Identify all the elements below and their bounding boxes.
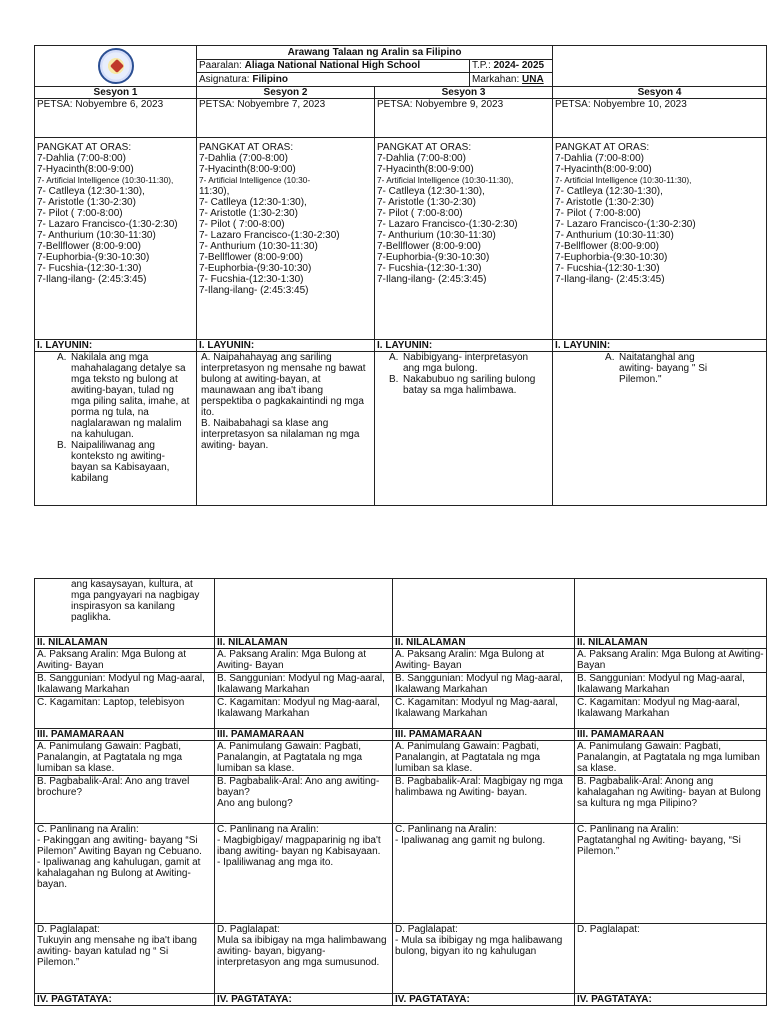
- section-time-entry: 7- Anthurium (10:30-11:30): [199, 241, 318, 252]
- section-time-entry: 7- Catlleya (12:30-1:30),: [555, 186, 663, 197]
- section-time-entry: 7-Ilang-ilang- (2:45:3:45): [199, 285, 309, 296]
- petsa-cell: PETSA: Nobyembre 6, 2023: [35, 99, 197, 138]
- panimulang-cell: A. Panimulang Gawain: Pagbati, Panalangin, at Pagtatala ng mga lumiban sa klase.: [215, 741, 393, 776]
- asignatura-field: Asignatura: Filipino: [197, 73, 470, 87]
- section-time-entry: 7- Lazaro Francisco-(1:30-2:30): [37, 219, 178, 230]
- balik-aral-cell: B. Pagbabalik-Aral: Ano ang travel brochure?: [35, 776, 215, 824]
- section-time-entry: 7-Hyacinth(8:00-9:00): [199, 164, 296, 175]
- section-time-entry: 7- Artificial Intelligence (10:30-11:30),: [37, 175, 174, 185]
- markahan-field: Markahan: UNA: [470, 73, 553, 87]
- pagtataya-heading: IV. PAGTATAYA:: [393, 994, 575, 1006]
- section-time-entry: 7-Hyacinth(8:00-9:00): [377, 164, 474, 175]
- balik-aral-cell: B. Pagbabalik-Aral: Ano ang awiting- bayan? Ano ang bulong?: [215, 776, 393, 824]
- section-time-entry: 7-Euphorbia-(9:30-10:30): [555, 252, 668, 263]
- layunin-cell: [35, 352, 197, 506]
- pamamaraan-heading: III. PAMAMARAAN: [35, 729, 215, 741]
- paaralan-field: Paaralan: Aliaga National National High School: [197, 59, 470, 73]
- panlinang-cell: C. Panlinang na Aralin: Pagtatanghal ng Awiting- bayang, “Si Pilemon.”: [575, 824, 767, 924]
- deped-seal: [35, 46, 197, 87]
- section-time-entry: 7- Lazaro Francisco-(1:30-2:30): [377, 219, 518, 230]
- paksa-cell: A. Paksang Aralin: Mga Bulong at Awiting- Bayan: [215, 649, 393, 673]
- deped-seal-icon: [98, 48, 134, 84]
- tp-value: 2024- 2025: [493, 60, 545, 72]
- layunin-continuation: ang kasaysayan, kultura, at mga pangyayari na nagbigay inspirasyon sa kanilang paglikha.: [35, 579, 215, 637]
- section-time-entry: 7- Aristotle (1:30-2:30): [37, 197, 136, 208]
- section-time-entry: 7- Catlleya (12:30-1:30),: [377, 186, 485, 197]
- balik-aral-cell: B. Pagbabalik-Aral: Anong ang kahalagahan ng Awiting- bayan at Bulong sa kultura ng mga Pilipino?: [575, 776, 767, 824]
- session-heading: Sesyon 2: [197, 87, 375, 99]
- section-time-entry: 7-Dahlia (7:00-8:00): [199, 153, 288, 164]
- paglalapat-cell: D. Paglalapat: Mula sa ibibigay na mga halimbawang awiting- bayan, bigyang- interpretasyon ang mga sumusunod.: [215, 924, 393, 994]
- lesson-table-page-1: [34, 45, 766, 506]
- section-time-entry: 7-Euphorbia-(9:30-10:30): [37, 252, 150, 263]
- petsa-cell: PETSA: Nobyembre 7, 2023: [197, 99, 375, 138]
- section-time-entry: 7- Aristotle (1:30-2:30): [377, 197, 476, 208]
- section-time-entry: 7-Ilang-ilang- (2:45:3:45): [555, 274, 665, 285]
- session-heading: Sesyon 4: [553, 87, 767, 99]
- panlinang-cell: C. Panlinang na Aralin: - Magbigbigay/ magpaparinig ng iba't ibang awiting- bayan ng Kabisayaan. - Ipaliliwanag ang mga ito.: [215, 824, 393, 924]
- section-time-entry: 7-Bellflower (8:00-9:00): [377, 241, 481, 252]
- paglalapat-cell: D. Paglalapat: - Mula sa ibibigay ng mga halibawang bulong, bigyan ito ng kahulugan: [393, 924, 575, 994]
- layunin-cell: [375, 352, 553, 506]
- lesson-table-page-2: [34, 578, 766, 1006]
- tp-field: T.P.: 2024- 2025: [470, 59, 553, 73]
- pamamaraan-heading: III. PAMAMARAAN: [575, 729, 767, 741]
- kagamitan-cell: C. Kagamitan: Modyul ng Mag-aaral, Ikalawang Markahan: [575, 697, 767, 729]
- pagtataya-heading: IV. PAGTATAYA:: [215, 994, 393, 1006]
- section-time-entry: 7-Ilang-ilang- (2:45:3:45): [377, 274, 487, 285]
- asignatura-value: Filipino: [252, 74, 288, 86]
- nilalaman-heading: II. NILALAMAN: [575, 637, 767, 649]
- pagtataya-heading: IV. PAGTATAYA:: [575, 994, 767, 1006]
- paglalapat-cell: D. Paglalapat: Tukuyin ang mensahe ng iba't ibang awiting- bayan katulad ng “ Si Pilemon.”: [35, 924, 215, 994]
- section-time-entry: 7-Bellflower (8:00-9:00): [199, 252, 303, 263]
- section-time-entry: 7-Euphorbia-(9:30-10:30): [377, 252, 490, 263]
- section-time-entry: 7- Anthurium (10:30-11:30): [37, 230, 156, 241]
- nilalaman-heading: II. NILALAMAN: [215, 637, 393, 649]
- section-time-entry: 7- Fucshia-(12:30-1:30): [377, 263, 482, 274]
- session-heading: Sesyon 1: [35, 87, 197, 99]
- session-heading: Sesyon 3: [375, 87, 553, 99]
- section-time-entry: 7- Fucshia-(12:30-1:30): [37, 263, 142, 274]
- panimulang-cell: A. Panimulang Gawain: Pagbati, Panalangin, at Pagtatala ng mga lumiban sa klase.: [35, 741, 215, 776]
- section-time-entry: 7-Hyacinth(8:00-9:00): [37, 164, 134, 175]
- section-time-entry: 7- Pilot ( 7:00-8:00): [555, 208, 641, 219]
- section-time-entry: 7-Hyacinth(8:00-9:00): [555, 164, 652, 175]
- panimulang-cell: A. Panimulang Gawain: Pagbati, Panalangin, at Pagtatala ng mga lumiban sa klase.: [393, 741, 575, 776]
- section-time-entry: 7-Dahlia (7:00-8:00): [37, 153, 126, 164]
- section-time-entry: 7- Catlleya (12:30-1:30),: [199, 197, 307, 208]
- nilalaman-heading: II. NILALAMAN: [35, 637, 215, 649]
- panlinang-cell: C. Panlinang na Aralin: - Pakinggan ang awiting- bayang “Si Pilemon” Awiting Bayan ng Cebuano. - Ipaliwanag ang kahulugan, gamit at kahalagahan ng Bulong at Awiting- bayan.: [35, 824, 215, 924]
- blank-cell: [575, 579, 767, 637]
- section-time-entry: 7-Bellflower (8:00-9:00): [555, 241, 659, 252]
- section-time-entry: 11:30),: [199, 186, 230, 197]
- objective-item: A. Naitatanghal ang awiting- bayang " Si Pilemon.": [605, 352, 708, 385]
- section-time-entry: 7- Fucshia-(12:30-1:30): [555, 263, 660, 274]
- pagtataya-heading: IV. PAGTATAYA:: [35, 994, 215, 1006]
- paksa-cell: A. Paksang Aralin: Mga Bulong at Awiting- Bayan: [35, 649, 215, 673]
- section-time-entry: 7-Euphorbia-(9:30-10:30): [199, 263, 312, 274]
- pangkat-cell: PANGKAT AT ORAS: 7-Dahlia (7:00-8:00) 7-Hyacinth(8:00-9:00) 7- Artificial Intelligence (10:30-11:30), 7- Catlleya (12:30-1:30), 7- Aristotle (1:30-2:30) 7- Pilot ( 7:00-8:00) 7- Lazaro Francisco-(1:30-2:30) 7- Anthurium (10:30-11:30) 7-Bellflower (8:00-9:00) 7-Euphorbia-(9:30-10:30) 7- Fucshia-(12:30-1:30) 7-Ilang-ilang- (2:45:3:45): [35, 138, 197, 340]
- section-time-entry: 7- Pilot ( 7:00-8:00): [377, 208, 463, 219]
- layunin-heading: I. LAYUNIN:: [375, 340, 553, 352]
- sanggunian-cell: B. Sanggunian: Modyul ng Mag-aaral, Ikalawang Markahan: [35, 673, 215, 697]
- petsa-cell: PETSA: Nobyembre 9, 2023: [375, 99, 553, 138]
- section-time-entry: 7- Pilot ( 7:00-8:00): [37, 208, 123, 219]
- section-time-entry: 7- Artificial Intelligence (10:30-11:30),: [377, 175, 514, 185]
- panimulang-cell: A. Panimulang Gawain: Pagbati, Panalangin, at Pagtatala ng mga lumiban sa klase.: [575, 741, 767, 776]
- layunin-cell: [553, 352, 767, 506]
- section-time-entry: 7- Aristotle (1:30-2:30): [199, 208, 298, 219]
- objective-item: A. Nakilala ang mga mahahalagang detalye sa mga teksto ng bulong at awiting-bayan, tulad ng mga piling salita, imahe, at porma ng tula, na naglalarawan ng malalim na kahulugan.: [57, 352, 190, 440]
- section-time-entry: 7-Bellflower (8:00-9:00): [37, 241, 141, 252]
- pangkat-cell: PANGKAT AT ORAS: 7-Dahlia (7:00-8:00) 7-Hyacinth(8:00-9:00) 7- Artificial Intelligence (10:30- 11:30), 7- Catlleya (12:30-1:30), 7- Aristotle (1:30-2:30) 7- Pilot ( 7:00-8:00) 7- Lazaro Francisco-(1:30-2:30) 7- Anthurium (10:30-11:30) 7-Bellflower (8:00-9:00) 7-Euphorbia-(9:30-10:30) 7- Fucshia-(12:30-1:30) 7-Ilang-ilang- (2:45:3:45): [197, 138, 375, 340]
- layunin-heading: I. LAYUNIN:: [197, 340, 375, 352]
- section-time-entry: 7- Aristotle (1:30-2:30): [555, 197, 654, 208]
- pamamaraan-heading: III. PAMAMARAAN: [215, 729, 393, 741]
- section-time-entry: 7- Catlleya (12:30-1:30),: [37, 186, 145, 197]
- sanggunian-cell: B. Sanggunian: Modyul ng Mag-aaral, Ikalawang Markahan: [393, 673, 575, 697]
- section-time-entry: 7- Artificial Intelligence (10:30-11:30),: [555, 175, 692, 185]
- section-time-entry: 7- Lazaro Francisco-(1:30-2:30): [199, 230, 340, 241]
- blank-cell: [215, 579, 393, 637]
- header-blank-cell: [553, 46, 767, 87]
- layunin-cell: A. Naipahahayag ang sariling interpretasyon ng mensahe ng bawat bulong at awiting-bayan, at maunawaan ang iba't ibang perspektiba o pagkakaintindi ng mga ito. B. Naibabahagi sa klase ang interpretasyon sa nilalaman ng mga awiting- bayan.: [197, 352, 375, 506]
- paksa-cell: A. Paksang Aralin: Mga Bulong at Awiting- Bayan: [393, 649, 575, 673]
- pamamaraan-heading: III. PAMAMARAAN: [393, 729, 575, 741]
- layunin-heading: I. LAYUNIN:: [35, 340, 197, 352]
- document-title: Arawang Talaan ng Aralin sa Filipino: [197, 46, 553, 60]
- section-time-entry: 7-Ilang-ilang- (2:45:3:45): [37, 274, 147, 285]
- section-time-entry: 7- Anthurium (10:30-11:30): [377, 230, 496, 241]
- section-time-entry: 7- Fucshia-(12:30-1:30): [199, 274, 304, 285]
- section-time-entry: 7- Artificial Intelligence (10:30-: [199, 175, 311, 185]
- objective-item: B. Naipaliliwanag ang konteksto ng awiting-bayan sa Kabisayaan, kabilang: [57, 440, 170, 484]
- paksa-cell: A. Paksang Aralin: Mga Bulong at Awiting- Bayan: [575, 649, 767, 673]
- section-time-entry: 7-Dahlia (7:00-8:00): [555, 153, 644, 164]
- balik-aral-cell: B. Pagbabalik-Aral: Magbigay ng mga halimbawa ng Awiting- bayan.: [393, 776, 575, 824]
- panlinang-cell: C. Panlinang na Aralin: - Ipaliwanag ang gamit ng bulong.: [393, 824, 575, 924]
- petsa-cell: PETSA: Nobyembre 10, 2023: [553, 99, 767, 138]
- objective-item: A. Nabibigyang- interpretasyon ang mga bulong.: [389, 352, 529, 374]
- section-time-entry: 7- Pilot ( 7:00-8:00): [199, 219, 285, 230]
- markahan-value: UNA: [522, 74, 544, 86]
- pangkat-cell: PANGKAT AT ORAS: 7-Dahlia (7:00-8:00) 7-Hyacinth(8:00-9:00) 7- Artificial Intelligence (10:30-11:30), 7- Catlleya (12:30-1:30), 7- Aristotle (1:30-2:30) 7- Pilot ( 7:00-8:00) 7- Lazaro Francisco-(1:30-2:30) 7- Anthurium (10:30-11:30) 7-Bellflower (8:00-9:00) 7-Euphorbia-(9:30-10:30) 7- Fucshia-(12:30-1:30) 7-Ilang-ilang- (2:45:3:45): [553, 138, 767, 340]
- paglalapat-cell: D. Paglalapat:: [575, 924, 767, 994]
- section-time-entry: 7- Lazaro Francisco-(1:30-2:30): [555, 219, 696, 230]
- nilalaman-heading: II. NILALAMAN: [393, 637, 575, 649]
- layunin-heading: I. LAYUNIN:: [553, 340, 767, 352]
- sanggunian-cell: B. Sanggunian: Modyul ng Mag-aaral, Ikalawang Markahan: [215, 673, 393, 697]
- paaralan-value: Aliaga National National High School: [244, 60, 421, 72]
- pangkat-cell: PANGKAT AT ORAS: 7-Dahlia (7:00-8:00) 7-Hyacinth(8:00-9:00) 7- Artificial Intelligence (10:30-11:30), 7- Catlleya (12:30-1:30), 7- Aristotle (1:30-2:30) 7- Pilot ( 7:00-8:00) 7- Lazaro Francisco-(1:30-2:30) 7- Anthurium (10:30-11:30) 7-Bellflower (8:00-9:00) 7-Euphorbia-(9:30-10:30) 7- Fucshia-(12:30-1:30) 7-Ilang-ilang- (2:45:3:45): [375, 138, 553, 340]
- section-time-entry: 7- Anthurium (10:30-11:30): [555, 230, 674, 241]
- kagamitan-cell: C. Kagamitan: Laptop, telebisyon: [35, 697, 215, 729]
- blank-cell: [393, 579, 575, 637]
- sanggunian-cell: B. Sanggunian: Modyul ng Mag-aaral, Ikalawang Markahan: [575, 673, 767, 697]
- section-time-entry: 7-Dahlia (7:00-8:00): [377, 153, 466, 164]
- kagamitan-cell: C. Kagamitan: Modyul ng Mag-aaral, Ikalawang Markahan: [215, 697, 393, 729]
- kagamitan-cell: C. Kagamitan: Modyul ng Mag-aaral, Ikalawang Markahan: [393, 697, 575, 729]
- objective-item: B. Nakabubuo ng sariling bulong batay sa mga halimbawa.: [389, 374, 536, 396]
